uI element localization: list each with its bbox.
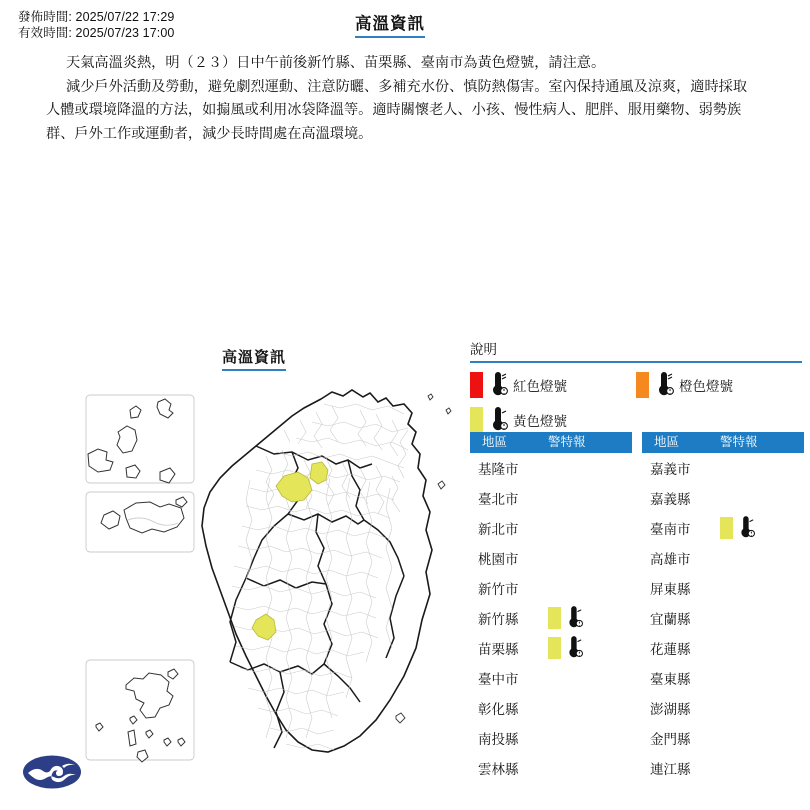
- region-name: 高雄市: [650, 552, 691, 567]
- advisory-line-1: 天氣高溫炎熱，明（２３）日中午前後新竹縣、苗栗縣、臺南市為黃色燈號，請注意。: [66, 55, 606, 71]
- region-name: 臺中市: [478, 672, 519, 687]
- thermometer-icon: [735, 516, 755, 540]
- region-name: 金門縣: [650, 732, 691, 747]
- legend-row: [470, 372, 802, 398]
- table-header-right: [642, 432, 804, 453]
- column-header-region: 地區: [654, 435, 680, 449]
- table-row[interactable]: [642, 513, 804, 543]
- legend-label-orange: 橙色燈號: [679, 379, 733, 394]
- region-name: 臺北市: [478, 492, 519, 507]
- table-row[interactable]: [470, 663, 632, 693]
- table-row[interactable]: [470, 573, 632, 603]
- legend-rows: [470, 372, 802, 433]
- table-row[interactable]: [470, 483, 632, 513]
- table-body-left: [470, 453, 632, 783]
- table-row[interactable]: [642, 663, 804, 693]
- table-row[interactable]: [470, 603, 632, 633]
- region-name: 桃園市: [478, 552, 519, 567]
- legend-panel: [470, 338, 802, 442]
- table-body-right: [642, 453, 804, 783]
- column-header-region: 地區: [482, 435, 508, 449]
- yellow-swatch: [470, 407, 483, 433]
- table-row[interactable]: [642, 693, 804, 723]
- legend-label-red: 紅色燈號: [513, 379, 567, 394]
- table-row[interactable]: [470, 633, 632, 663]
- table-row[interactable]: [470, 543, 632, 573]
- table-row[interactable]: [642, 723, 804, 753]
- warning-cell: [548, 636, 632, 660]
- region-name: 嘉義縣: [650, 492, 691, 507]
- table-header-left: [470, 432, 632, 453]
- region-name: 新北市: [478, 522, 519, 537]
- table-row[interactable]: [642, 633, 804, 663]
- warning-cell: [548, 606, 632, 630]
- region-name: 新竹縣: [478, 612, 519, 627]
- legend-item-orange: [636, 372, 802, 398]
- region-name: 花蓮縣: [650, 642, 691, 657]
- advisory-text: [46, 52, 752, 146]
- region-name: 連江縣: [650, 762, 691, 777]
- region-name: 彰化縣: [478, 702, 519, 717]
- yellow-swatch: [720, 517, 733, 539]
- yellow-swatch: [548, 637, 561, 659]
- header-timestamps: [18, 9, 174, 41]
- region-name: 宜蘭縣: [650, 612, 691, 627]
- advisory-line-2: 減少戶外活動及勞動，避免劇烈運動、注意防曬、多補充水份、慎防熱傷害。室內保持通風及涼爽，適時採取人體或環境降溫的方法，如搧風或利用冰袋降溫等。適時關懷老人、小孩、慢性病人、肥胖、服用藥物、弱勢族群、戶外工作或運動者，減少長時間處在高溫環境。: [46, 78, 748, 142]
- table-row[interactable]: [642, 483, 804, 513]
- thermometer-icon: [652, 372, 674, 398]
- cwa-logo: [22, 752, 82, 792]
- legend-item-red: [470, 372, 636, 398]
- valid-time: 有效時間: 2025/07/23 17:00: [18, 26, 175, 40]
- table-row[interactable]: [642, 453, 804, 483]
- yellow-swatch: [548, 607, 561, 629]
- thermometer-icon: [486, 372, 508, 398]
- taiwan-map: [60, 380, 460, 800]
- table-row[interactable]: [642, 543, 804, 573]
- region-name: 基隆市: [478, 462, 519, 477]
- thermometer-icon: [486, 407, 508, 433]
- region-name: 臺東縣: [650, 672, 691, 687]
- table-row[interactable]: [642, 573, 804, 603]
- legend-heading: 說明: [470, 338, 802, 363]
- table-row[interactable]: [470, 513, 632, 543]
- legend-label-yellow: 黃色燈號: [513, 414, 567, 429]
- table-row[interactable]: [470, 753, 632, 783]
- orange-swatch: [636, 372, 649, 398]
- region-tables: [470, 432, 804, 783]
- table-row[interactable]: [642, 603, 804, 633]
- table-row[interactable]: [470, 453, 632, 483]
- warning-cell: [720, 516, 804, 540]
- table-row[interactable]: [470, 723, 632, 753]
- region-name: 澎湖縣: [650, 702, 691, 717]
- region-table-left: [470, 432, 632, 783]
- column-header-warning: 警特報: [548, 435, 586, 449]
- legend-item-yellow: [470, 407, 636, 433]
- region-name: 南投縣: [478, 732, 519, 747]
- taiwan-main-island: [202, 390, 451, 752]
- column-header-warning: 警特報: [720, 435, 758, 449]
- region-name: 嘉義市: [650, 462, 691, 477]
- region-name: 屏東縣: [650, 582, 691, 597]
- table-row[interactable]: [470, 693, 632, 723]
- page-title: 高溫資訊: [355, 10, 425, 38]
- region-table-right: [642, 432, 804, 783]
- red-swatch: [470, 372, 483, 398]
- region-name: 苗栗縣: [478, 642, 519, 657]
- legend-row: [470, 407, 802, 433]
- thermometer-icon: [563, 606, 583, 630]
- map-title: 高溫資訊: [222, 346, 286, 371]
- region-name: 新竹市: [478, 582, 519, 597]
- region-name: 雲林縣: [478, 762, 519, 777]
- table-row[interactable]: [642, 753, 804, 783]
- region-name: 臺南市: [650, 522, 691, 537]
- issue-time: 發佈時間: 2025/07/22 17:29: [18, 10, 175, 24]
- thermometer-icon: [563, 636, 583, 660]
